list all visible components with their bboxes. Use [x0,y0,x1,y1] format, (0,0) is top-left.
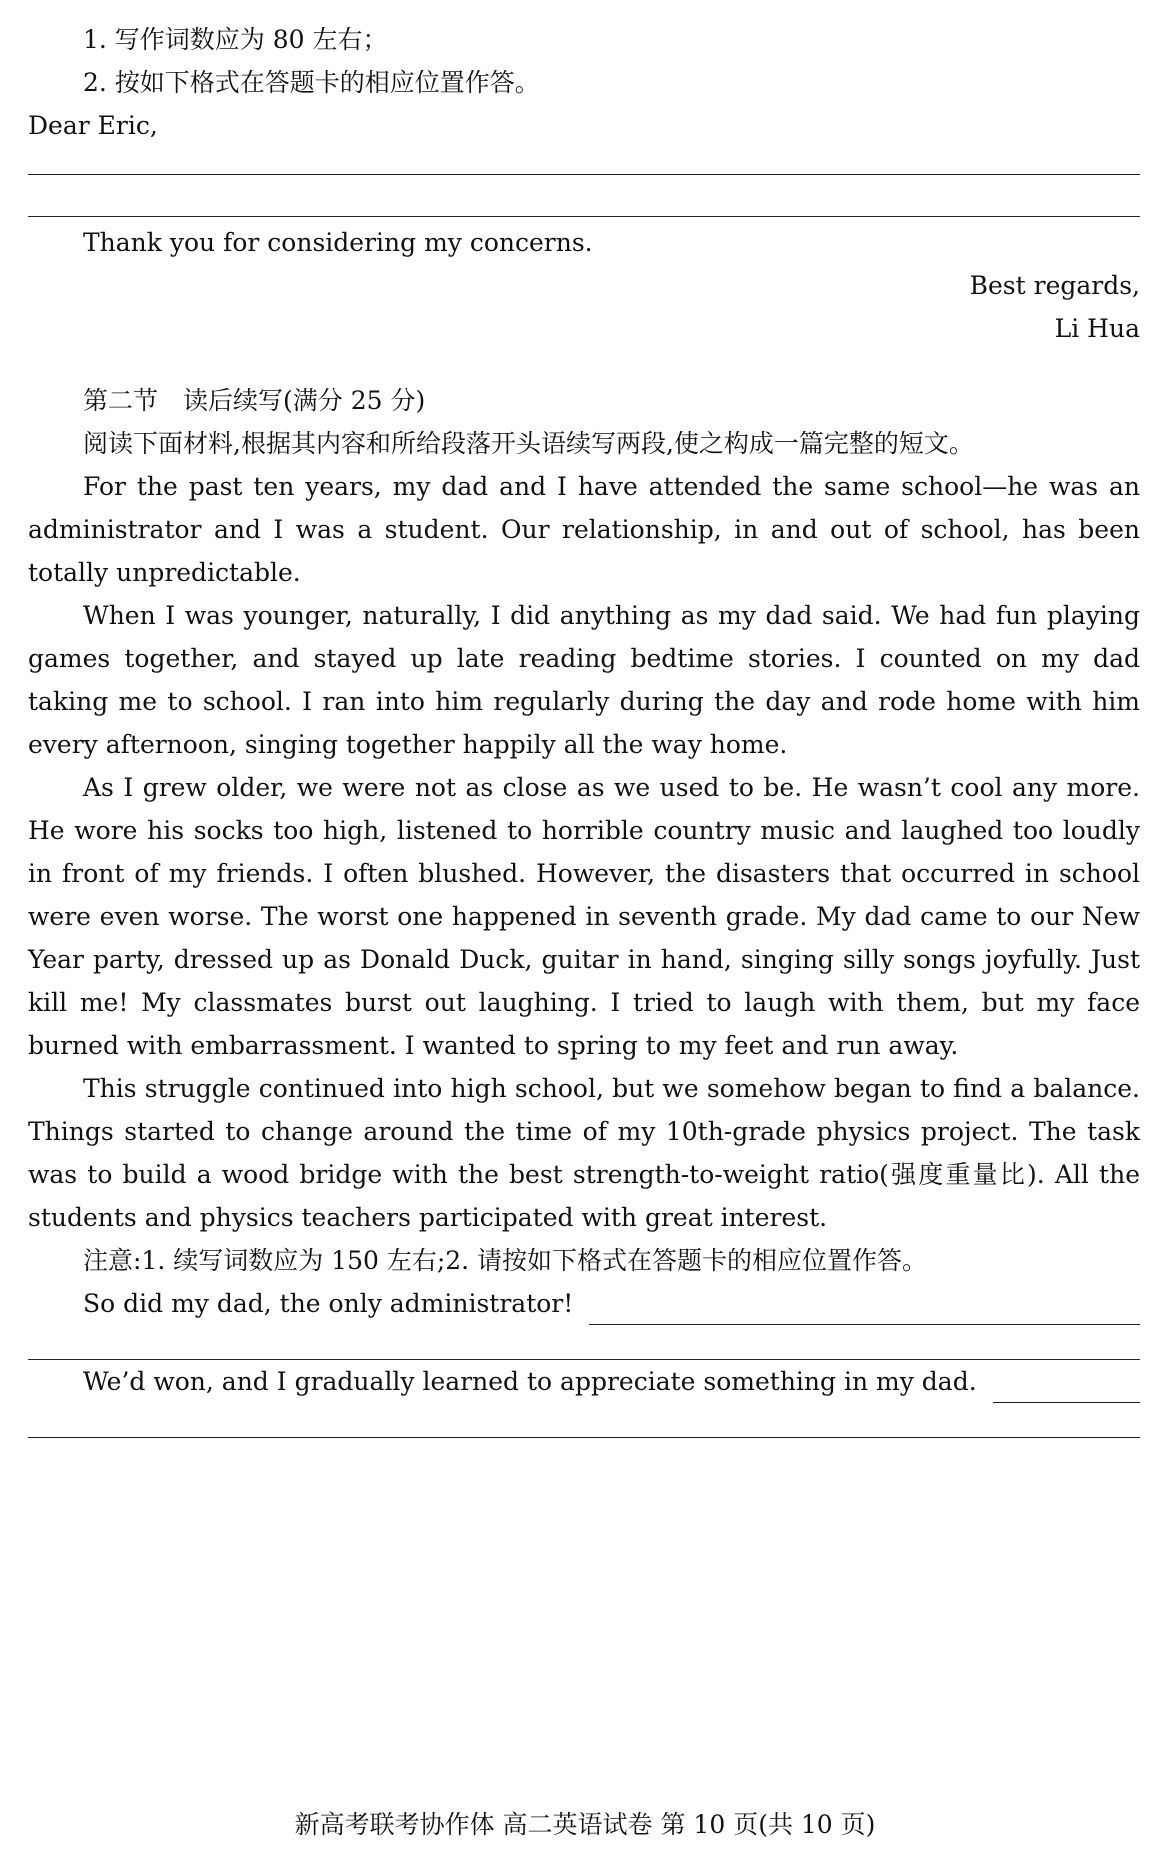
continuation-prompt-1: So did my dad, the only administrator! [83,1289,574,1318]
continuation-prompt-2: We’d won, and I gradually learned to appreciate something in my dad. [83,1367,977,1396]
exam-page [28,18,1140,1438]
story-paragraph-1: For the past ten years, my dad and I have attended the same school—he was an administrator and I was a student. Our relationship, in and out of school, has been totally unpredictable. [28,472,1140,587]
story-paragraph-2: When I was younger, naturally, I did anything as my dad said. We had fun playing games together, and stayed up late reading bedtime stories. I counted on my dad taking me to school. I ran into him regularly during the day and rode home with him every afternoon, singing together happily all the way home. [28,601,1140,759]
page-footer: 新高考联考协作体 高二英语试卷 第 10 页(共 10 页) [294,1810,876,1839]
section-instruction: 阅读下面材料,根据其内容和所给段落开头语续写两段,使之构成一篇完整的短文。 [83,429,974,458]
letter-greeting: Dear Eric, [28,111,158,140]
prompt-row-2 [28,1360,1140,1403]
letter-signature: Li Hua [1054,314,1140,343]
story-paragraph-4: This struggle continued into high school, but we somehow began to find a balance. Things started to change around the time of my 10th-grade physics project. The task was to build a wood bridge with the best strength-to-weight ratio(强度重量比). All the students and physics teachers participated with great interest. [28,1074,1140,1232]
prompt-row-1 [28,1282,1140,1325]
letter-closing-line: Thank you for considering my concerns. [83,228,593,257]
continuation-note: 注意:1. 续写词数应为 150 左右;2. 请按如下格式在答题卡的相应位置作答。 [83,1246,928,1275]
story-paragraph-3: As I grew older, we were not as close as we used to be. He wasn’t cool any more. He wore his socks too high, listened to horrible country music and laughed too loudly in front of my friends. I often blushed. However, the disasters that occurred in school were even worse. The worst one happened in seventh grade. My dad came to our New Year party, dressed up as Donald Duck, guitar in hand, singing silly songs joyfully. Just kill me! My classmates burst out laughing. I tried to laugh with them, but my face burned with embarrassment. I wanted to spring to my feet and run away. [28,773,1140,1060]
letter-signoff: Best regards, [969,271,1140,300]
answer-line [28,1437,1140,1438]
section-heading: 第二节 读后续写(满分 25 分) [83,386,426,415]
answer-blank [589,1292,1140,1325]
writing-note-2: 2. 按如下格式在答题卡的相应位置作答。 [83,68,540,97]
answer-blank [993,1370,1140,1403]
writing-note-1: 1. 写作词数应为 80 左右； [83,25,388,54]
